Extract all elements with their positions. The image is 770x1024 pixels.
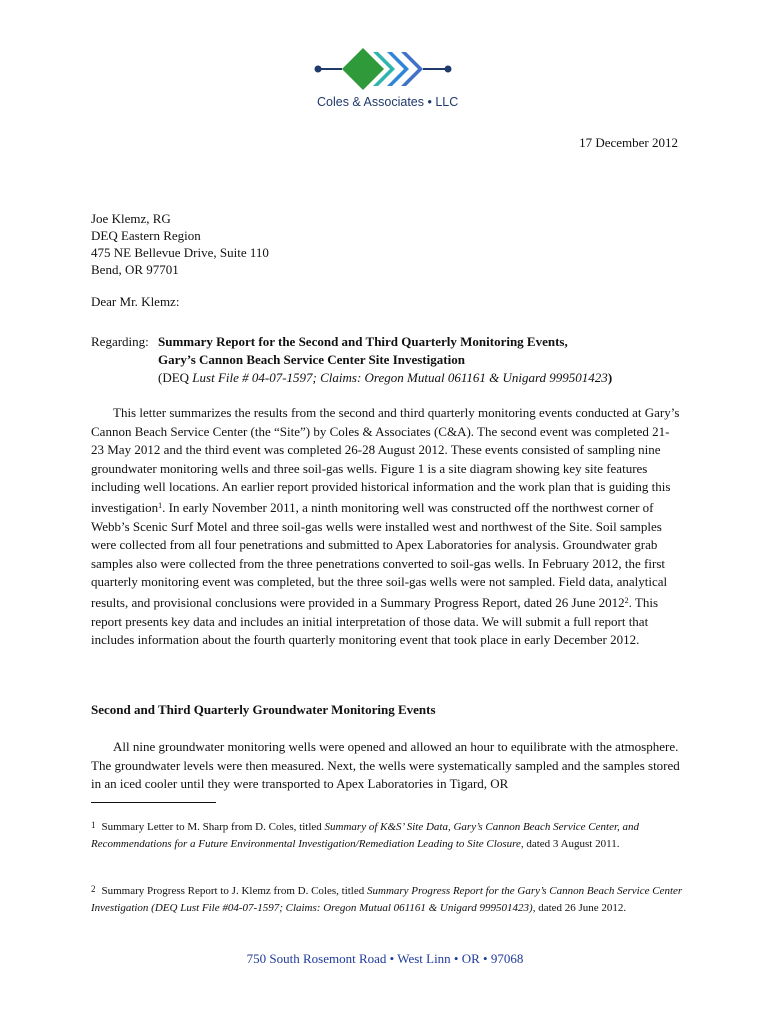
footnote-2-pre: Summary Progress Report to J. Klemz from D. Coles, titled	[101, 885, 367, 897]
recipient-city: Bend, OR 97701	[91, 262, 179, 277]
footnote-1-pre: Summary Letter to M. Sharp from D. Coles, titled	[101, 821, 325, 833]
regarding-line-3-file-info: Lust File # 04-07-1597; Claims: Oregon Mutual 061161 & Unigard 999501423	[192, 370, 608, 385]
paragraph-1-part-1: This letter summarizes the results from the second and third quarterly monitoring events conducted at Gary’s Cannon Beach Service Center (the “Site”) by Coles & Associates (C&A). The second event was completed 21-23 May 2012 and the third event was completed 26-28 August 2012. These events consisted of sampling nine groundwater monitoring wells and three soil-gas wells. Figure 1 is a site diagram showing key site features including well locations. An earlier report provided historical information and the work plan that is guiding this investigation	[91, 405, 680, 515]
logo-company-name: Coles & Associates	[317, 95, 424, 109]
footnote-1-number: 1	[91, 820, 96, 830]
footnote-ref-2: 2	[624, 595, 629, 605]
footnote-1	[91, 817, 683, 852]
footnote-2	[91, 881, 683, 916]
regarding-line-2: Gary’s Cannon Beach Service Center Site Investigation	[158, 352, 465, 367]
paragraph-1-part-2: . In early November 2011, a ninth monitoring well was constructed off the northwest corner of Webb’s Scenic Surf Motel and three soil-gas wells were installed west and northwest of the Site. Soil samples were collected from all four penetrations and submitted to Apex Laboratories for analysis. Groundwater grab samples also were collected from the three penetrations converted to soil-gas wells. In February 2012, the first quarterly monitoring event was completed, but the three soil-gas wells were not sampled. Field data, analytical results, and provisional conclusions were provided in a Summary Progress Report, dated 26 June 2012	[91, 499, 668, 610]
footnote-1-post: , dated 3 August 2011.	[520, 837, 620, 850]
regarding-line-3-open: (DEQ	[158, 370, 193, 385]
footnote-divider	[91, 802, 216, 803]
regarding-label: Regarding:	[91, 334, 149, 349]
paragraph-2: All nine groundwater monitoring wells were opened and allowed an hour to equilibrate with the atmosphere. The groundwater levels were then measured. Next, the wells were systematically sampled and the samples stored in an iced cooler until they were transported to Apex Laboratories in Tigard, OR	[91, 739, 680, 792]
regarding-line-1: Summary Report for the Second and Third Quarterly Monitoring Events,	[158, 334, 568, 349]
salutation: Dear Mr. Klemz:	[91, 294, 180, 309]
logo-diamonds-icon	[312, 46, 457, 96]
footnote-2-title: Summary Progress Report for the Gary’s Cannon Beach Service Center Investigation (DEQ Lust File #04-07-1597; Claims: Oregon Mutual 061161 & Unigard 999501423)	[91, 885, 683, 914]
regarding-subject	[158, 333, 698, 387]
recipient-street: 475 NE Bellevue Drive, Suite 110	[91, 245, 269, 260]
section-heading: Second and Third Quarterly Groundwater Monitoring Events	[91, 702, 436, 717]
logo-text: Coles & Associates • LLC	[317, 95, 459, 109]
recipient-org: DEQ Eastern Region	[91, 228, 201, 243]
regarding-line-3	[158, 369, 698, 387]
recipient-address	[91, 210, 269, 278]
footnote-ref-1: 1	[158, 500, 163, 510]
company-logo	[312, 46, 457, 114]
recipient-name: Joe Klemz, RG	[91, 211, 171, 226]
letter-date: 17 December 2012	[579, 135, 678, 150]
regarding-line-3-close: )	[607, 370, 613, 385]
paragraph-1-part-3: . This report presents key data and includes an initial interpretation of those data. We will submit a full report that includes information about the fourth quarterly monitoring event that took place in early December 2012.	[91, 594, 659, 648]
footer-address: 750 South Rosemont Road • West Linn • OR • 97068	[246, 951, 524, 966]
footnote-2-number: 2	[91, 884, 96, 894]
paragraph-1	[91, 404, 681, 650]
logo-suffix: LLC	[435, 95, 459, 109]
footnote-1-title: Summary of K&S’ Site Data, Gary’s Cannon Beach Service Center, and Recommendations for a Future Environmental Investigation/Remediation Leading to Site Closure	[91, 821, 640, 850]
footnote-2-post: , dated 26 June 2012.	[532, 901, 627, 914]
